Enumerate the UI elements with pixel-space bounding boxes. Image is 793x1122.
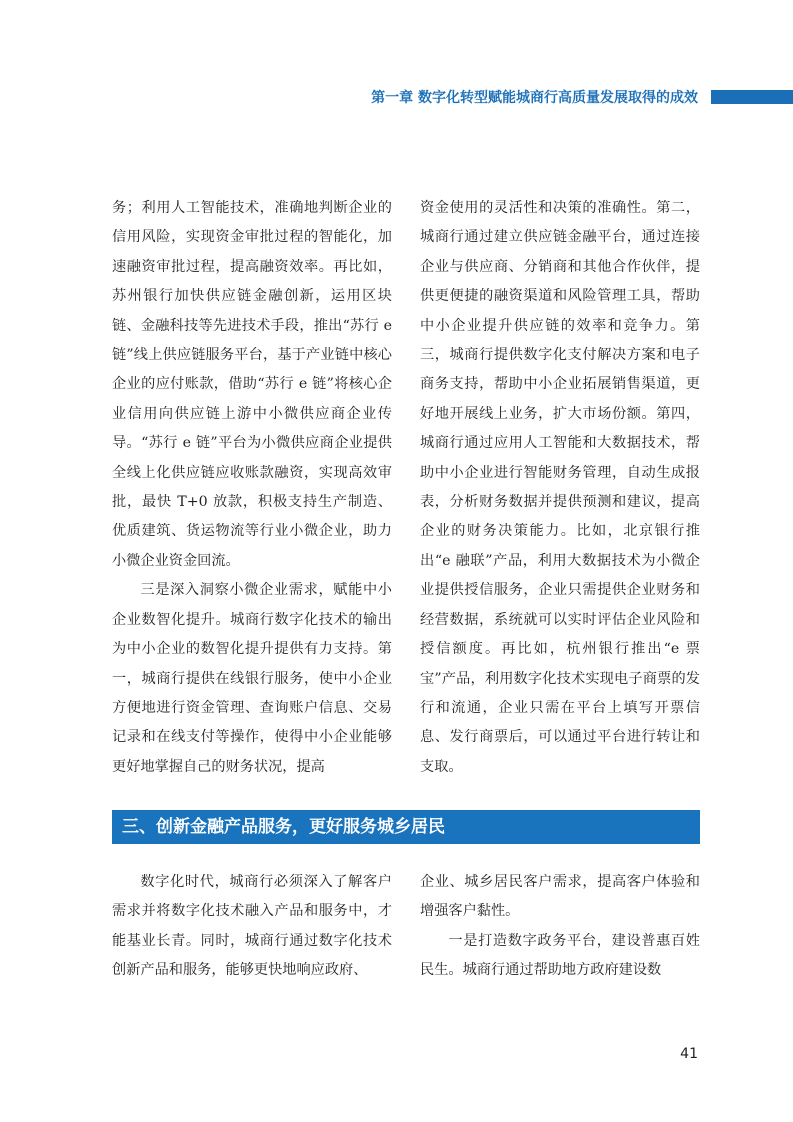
page-number: 41 (680, 1046, 698, 1062)
chapter-header (0, 88, 793, 108)
paragraph: 一是打造数字政务平台，建设普惠百姓民生。城商行通过帮助地方政府建设数 (420, 932, 700, 979)
section-title: 三、创新金融产品服务，更好服务城乡居民 (122, 817, 445, 837)
paragraph: 数字化时代，城商行必须深入了解客户需求并将数字化技术融入产品和服务中，才能基业长青。同时，城商行通过数字化技术创新产品和服务，能够更快地响应政府、 (112, 874, 392, 979)
chapter-accent-bar (711, 90, 793, 104)
paragraph: 三是深入洞察小微企业需求，赋能中小企业数智化提升。城商行数字化技术的输出为中小企业的数智化提升提供有力支持。第一，城商行提供在线银行服务，使中小企业方便地进行资金管理、查询账户信息、交易记录和在线支付等操作，使得中小企业能够更好地掌握自己的财务状况，提高 (112, 582, 392, 775)
paragraph: 企业、城乡居民客户需求，提高客户体验和增强客户黏性。 (420, 874, 700, 920)
chapter-title: 第一章 数字化转型赋能城商行高质量发展取得的成效 (371, 90, 698, 106)
lower-left-column (112, 868, 392, 986)
section-heading-band (112, 810, 700, 844)
paragraph: 资金使用的灵活性和决策的准确性。第二，城商行通过建立供应链金融平台，通过连接企业与供应商、分销商和其他合作伙伴，提供更便捷的融资渠道和风险管理工具，帮助中小企业提升供应链的效率和竞争力。第三，城商行提供数字化支付解决方案和电子商务支持，帮助中小企业拓展销售渠道，更好地开展线上业务，扩大市场份额。第四，城商行通过应用人工智能和大数据技术，帮助中小企业进行智能财务管理，自动生成报表，分析财务数据并提供预测和建议，提高企业的财务决策能力。比如，北京银行推出“e 融联”产品，利用大数据技术为小微企业提供授信服务，企业只需提供企业财务和经营数据，系统就可以实时评估企业风险和授信额度。再比如，杭州银行推出“e 票宝”产品，利用数字化技术实现电子商票的发行和流通，企业只需在平台上填写开票信息、发行商票后，可以通过平台进行转让和支取。 (420, 200, 700, 775)
lower-right-column (420, 868, 700, 986)
upper-left-column (112, 194, 392, 782)
paragraph: 务；利用人工智能技术，准确地判断企业的信用风险，实现资金审批过程的智能化，加速融资审批过程，提高融资效率。再比如，苏州银行加快供应链金融创新，运用区块链、金融科技等先进技术手段，推出“苏行 e 链”线上供应链服务平台，基于产业链中核心企业的应付账款，借助“苏行 e 链”将核心企业信用向供应链上游中小微供应商企业传导。“苏行 e 链”平台为小微供应商企业提供全线上化供应链应收账款融资，实现高效审批，最快 T+0 放款，积极支持生产制造、优质建筑、货运物流等行业小微企业，助力小微企业资金回流。 (112, 200, 392, 569)
upper-right-column (420, 194, 700, 782)
